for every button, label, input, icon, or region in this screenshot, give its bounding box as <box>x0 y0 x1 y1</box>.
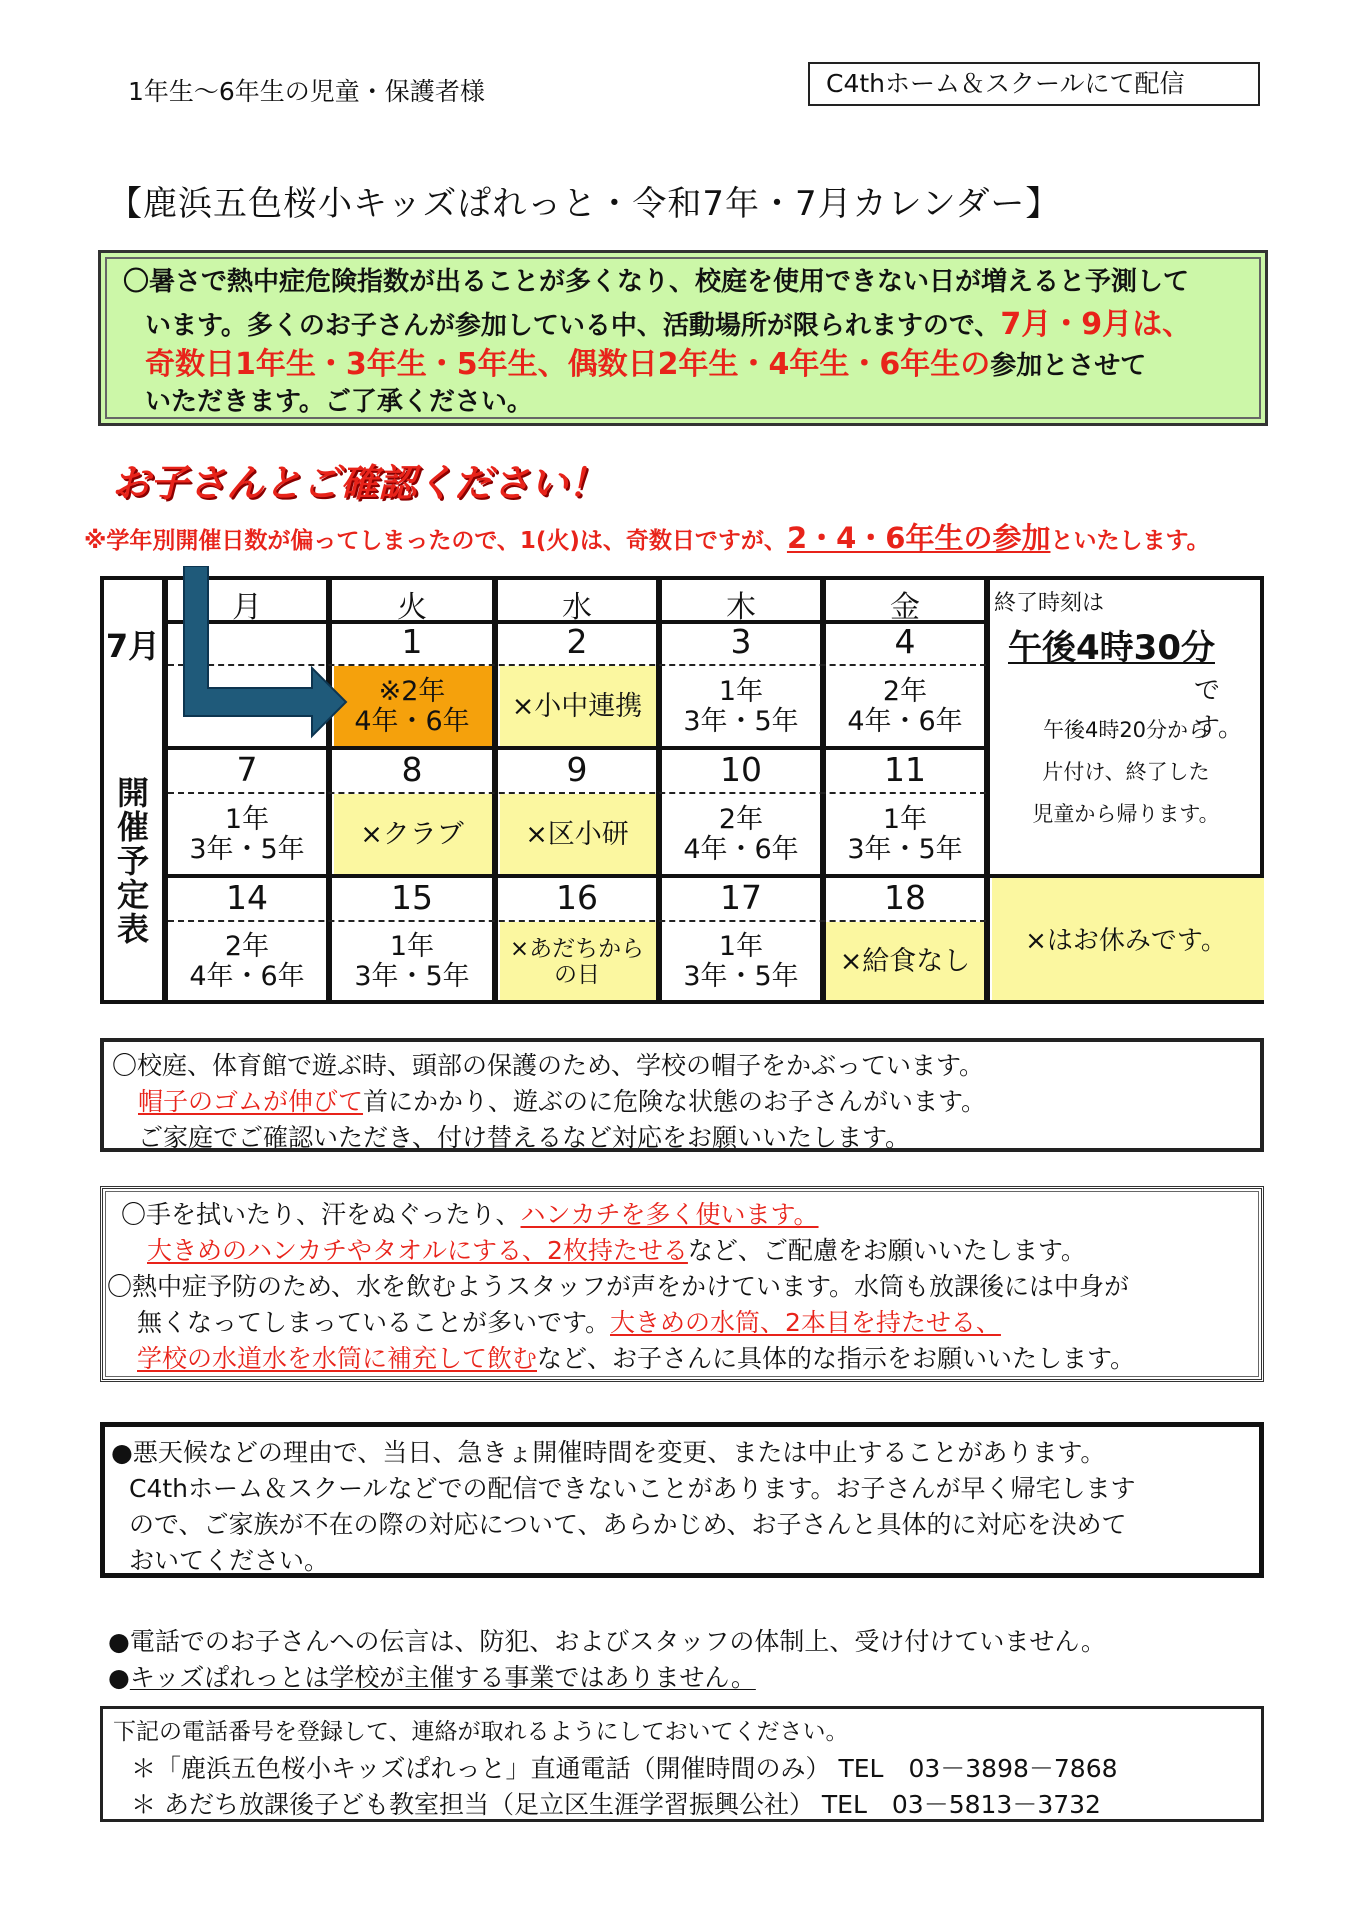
towel-highlight-2: 大きめのハンカチやタオルにする、2枚持たせる <box>147 1236 688 1265</box>
grade-note-suffix: といたします。 <box>1050 528 1210 554</box>
holiday-note: ×はお休みです。 <box>1025 926 1227 956</box>
day-grades: ×給食なし <box>839 946 971 977</box>
delivery-box: C4thホーム＆スクールにて配信 <box>808 62 1260 106</box>
arrow-icon <box>174 566 414 746</box>
weather-notice-box <box>100 1422 1264 1578</box>
towel-line-5 <box>137 1339 1135 1375</box>
towel-line-3: 〇熱中症予防のため、水を飲むようスタッフが声をかけています。水筒も放課後には中身が <box>107 1272 1130 1301</box>
hat-notice-box <box>100 1038 1264 1152</box>
day-grades: ×クラブ <box>360 819 464 850</box>
day-grades: 2年 4年・6年 <box>683 804 799 865</box>
grade-note-text: ※学年別開催日数が偏ってしまったので、1(火)は、奇数日ですが、 <box>84 528 787 554</box>
day-grades: 1年 3年・5年 <box>683 931 799 992</box>
day-grades: 2年 4年・6年 <box>847 676 963 737</box>
day-number: 3 <box>730 622 752 661</box>
hat-line-2-text: 首にかかり、遊ぶのに危険な状態のお子さんがいます。 <box>363 1087 987 1116</box>
weather-line-4: おいてください。 <box>129 1546 330 1575</box>
notice-line-1: 〇暑さで熱中症危険指数が出ることが多くなり、校庭を使用できない日が増えると予測して <box>123 267 1190 297</box>
towel-line-5-text: など、お子さんに具体的な指示をお願いいたします。 <box>537 1344 1136 1373</box>
weather-line-2: C4thホーム＆スクールなどでの配信できないことがあります。お子さんが早く帰宅します <box>129 1474 1136 1503</box>
day-number: 8 <box>401 750 423 789</box>
contact-line-2: ＊ あだち放課後子ども教室担当（足立区生涯学習振興公社） TEL 03－5813－3732 <box>131 1790 1101 1819</box>
towel-line-2 <box>147 1231 1086 1267</box>
end-time-note-1: 午後4時20分から <box>1042 718 1210 742</box>
bullet-mark: ● <box>108 1663 130 1692</box>
day-number: 9 <box>566 750 588 789</box>
end-time-note-3: 児童から帰ります。 <box>1032 802 1220 826</box>
notice-line-2 <box>145 299 1192 343</box>
day-number: 15 <box>391 878 433 917</box>
day-grades: 1年 3年・5年 <box>189 804 305 865</box>
day-number: 1 <box>401 622 423 661</box>
weekday-wed: 水 <box>562 590 592 625</box>
contact-line-1: ＊「鹿浜五色桜小キッズぱれっと」直通電話（開催時間のみ） TEL 03－3898－7868 <box>131 1754 1118 1783</box>
hat-line-3: ご家庭でご確認いただき、付け替えるなど対応をお願いいたします。 <box>138 1123 911 1152</box>
hat-line-1: 〇校庭、体育館で遊ぶ時、頭部の保護のため、学校の帽子をかぶっています。 <box>112 1051 985 1080</box>
towel-highlight-4: 学校の水道水を水筒に補充して飲む <box>137 1344 538 1373</box>
bullet-not-school-event-text: キッズぱれっとは学校が主催する事業ではありません。 <box>129 1663 756 1692</box>
day-grades: ×区小研 <box>525 819 629 850</box>
day-grades: 2年 4年・6年 <box>189 931 305 992</box>
hat-line-2 <box>138 1082 986 1118</box>
grade-note-highlight: 2・4・6年生の参加 <box>786 521 1051 555</box>
notice-line-4: いただきます。ご了承ください。 <box>145 387 533 417</box>
day-grades: ×あだちから の日 <box>509 936 645 988</box>
audience-label: 1年生～6年生の児童・保護者様 <box>128 77 485 106</box>
end-time-note-2: 片付け、終了した <box>1042 760 1210 784</box>
notice-line-3-text: 参加とさせて <box>990 351 1147 381</box>
towel-highlight-3: 大きめの水筒、2本目を持たせる、 <box>610 1308 1001 1337</box>
weekday-mon: 月 <box>232 590 262 625</box>
contact-box <box>100 1706 1264 1822</box>
page-title: 【鹿浜五色桜小キッズぱれっと・令和7年・7月カレンダー】 <box>108 184 1061 224</box>
end-time-value: 午後4時30分 <box>1008 628 1215 668</box>
day-number: 2 <box>566 622 588 661</box>
day-grades: 1年 3年・5年 <box>847 804 963 865</box>
confirm-heading: お子さんとご確認ください！ <box>112 461 607 505</box>
bullet-phone-message: ●電話でのお子さんへの伝言は、防犯、およびスタッフの体制上、受け付けていません。 <box>108 1627 1106 1656</box>
end-time-suffix: です。 <box>1194 676 1244 743</box>
towel-line-4 <box>137 1303 1001 1339</box>
towel-line-1-text: 〇手を拭いたり、汗をぬぐったり、 <box>121 1200 521 1229</box>
day-number: 18 <box>884 878 926 917</box>
notice-line-3 <box>145 339 1146 383</box>
grade-note <box>84 516 1210 557</box>
day-number: 11 <box>884 750 926 789</box>
day-number: 14 <box>226 878 268 917</box>
towel-line-2-text: など、ご配慮をお願いいたします。 <box>687 1236 1086 1265</box>
day-number: 16 <box>556 878 598 917</box>
day-grades: ×小中連携 <box>511 691 643 722</box>
day-grades: 1年 3年・5年 <box>354 931 470 992</box>
bullet-not-school-event <box>108 1658 756 1694</box>
weather-line-1: ●悪天候などの理由で、当日、急きょ開催時間を変更、または中止することがあります。 <box>111 1438 1106 1467</box>
weather-line-3: ので、ご家族が不在の際の対応について、あらかじめ、お子さんと具体的に対応を決めて <box>129 1510 1127 1539</box>
day-number: 4 <box>894 622 916 661</box>
schedule-label: 開催予定表 <box>116 774 149 948</box>
schedule-calendar <box>100 576 1264 1004</box>
towel-water-box <box>100 1186 1264 1382</box>
weekday-tue: 火 <box>397 590 427 625</box>
towel-line-1 <box>121 1195 819 1231</box>
day-number: 10 <box>720 750 762 789</box>
notice-months: 7月・9月は、 <box>1000 307 1193 342</box>
day-grades: 1年 3年・5年 <box>683 676 799 737</box>
notice-line-2-text: います。多くのお子さんが参加している中、活動場所が限られますので、 <box>145 311 1001 341</box>
towel-line-4-text: 無くなってしまっていることが多いです。 <box>137 1308 611 1337</box>
towel-highlight-1: ハンカチを多く使います。 <box>520 1200 819 1229</box>
day-number: 7 <box>236 750 258 789</box>
end-time-label: 終了時刻は <box>994 591 1105 616</box>
day-grades: ※2年 4年・6年 <box>354 676 470 737</box>
notice-grades: 奇数日1年生・3年生・5年生、偶数日2年生・4年生・6年生の <box>145 347 991 382</box>
weekday-thu: 木 <box>726 590 756 625</box>
day-number: 17 <box>720 878 762 917</box>
heat-notice-box <box>98 250 1268 426</box>
hat-elastic-warning: 帽子のゴムが伸びて <box>138 1087 364 1116</box>
weekday-fri: 金 <box>890 590 920 625</box>
contact-intro: 下記の電話番号を登録して、連絡が取れるようにしておいてください。 <box>113 1719 849 1745</box>
month-label: 7月 <box>105 627 161 665</box>
